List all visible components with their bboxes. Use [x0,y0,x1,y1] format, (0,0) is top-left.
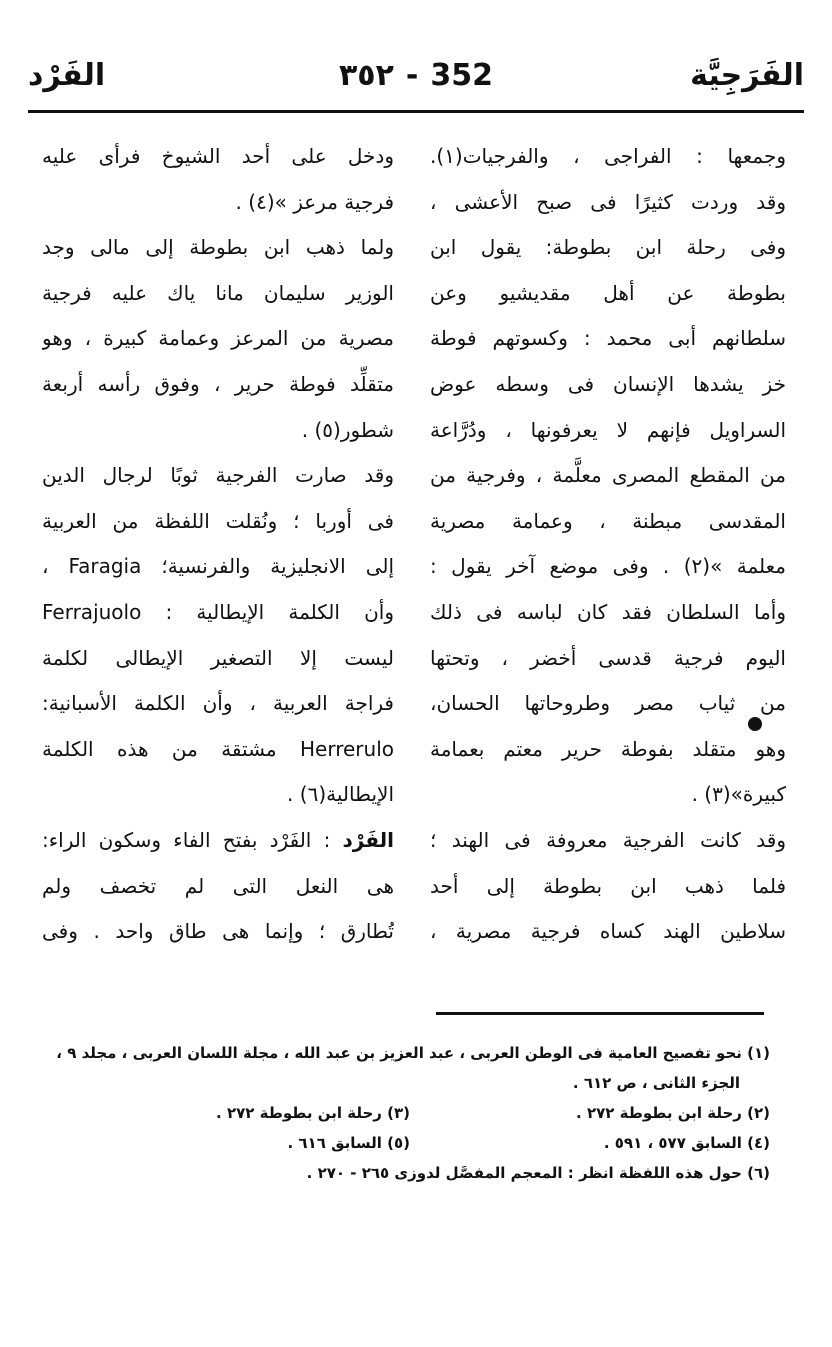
footnote-rule [436,1012,764,1015]
footnote-3: (٣) رحلة ابن بطوطة ٢٧٢ . [216,1104,410,1122]
footnote-6: (٦) حول هذه اللفظة انظر : المعجم المفصَّل لدوزى ٢٦٥ - ٢٧٠ . [306,1164,770,1182]
header-entry-left: الفَرْد [28,58,106,93]
running-header [28,46,804,106]
page-number-arabic: ٣٥٢ [338,58,394,93]
text-line: ولما ذهب ابن بطوطة إلى مالى وجد [42,235,394,260]
text-line: وأن الكلمة الإيطالية : Ferrajuolo [42,599,394,624]
text-line: وهو متقلد بفوطة حرير معتم بعمامة [430,736,786,761]
header-entry-right: الفَرَجِيَّة [690,58,804,93]
entry-headword-line: الفَرْد : الفَرْد بفتح الفاء وسكون الراء: [42,827,394,852]
footnote-2: (٢) رحلة ابن بطوطة ٢٧٢ . [576,1104,770,1122]
text-line: معلمة »(٢) . وفى موضع آخر يقول : [430,554,786,579]
footnote-1-continued: الجزء الثانى ، ص ٦١٢ . [572,1074,740,1092]
text-line: من المقطع المصرى معلَّمة ، وفرجية من [430,463,786,488]
text-line: ليست إلا التصغير الإيطالى لكلمة [42,645,394,670]
text-line: فلما ذهب ابن بطوطة إلى أحد [430,873,786,898]
text-line: اليوم فرجية قدسى أخضر ، وتحتها [430,645,786,670]
footnote-row [40,1098,770,1128]
text-line: وفى رحلة ابن بطوطة: يقول ابن [430,235,786,260]
text-line: سلطانهم أبى محمد : وكسوتهم فوطة [430,326,786,351]
text-line: تُطارق ؛ وإنما هى طاق واحد . وفى [42,919,394,944]
text-line: خز يشدها الإنسان فى وسطه عوض [430,371,786,396]
text-line: هى النعل التى لم تخصف ولم [42,873,394,898]
right-column [430,134,786,955]
header-rule [28,110,804,113]
text-line: متقلِّد فوطة حرير ، وفوق رأسه أربعة [42,371,394,396]
text-line: سلاطين الهند كساه فرجية مصرية ، [430,919,786,944]
text-line: الوزير سليمان مانا ياك عليه فرجية [42,280,394,305]
footnote-4: (٤) السابق ٥٧٧ ، ٥٩١ . [603,1134,770,1152]
page-number [28,58,804,93]
footnotes [40,1038,770,1188]
text-line: وقد وردت كثيرًا فى صبح الأعشى ، [430,189,786,214]
text-line: فى أوربا ؛ ونُقلت اللفظة من العربية [42,508,394,533]
page-number-latin: 352 [430,58,493,93]
text-line: كبيرة»(٣) . [691,782,786,807]
footnote-1: (١) نحو تفصيح العامية فى الوطن العربى ، عبد العزيز بن عبد الله ، مجلة اللسان العربى ، مجلد ٩ ، [56,1044,770,1062]
footnote-5: (٥) السابق ٦١٦ . [287,1134,410,1152]
text-line: فرجية مرعز »(٤) . [235,189,394,214]
text-line: وجمعها : الفراجى ، والفرجيات(١). [430,144,786,168]
text-line: السراويل فإنهم لا يعرفونها ، ودُرَّاعة [430,417,786,442]
text-line: من ثياب مصر وطروحاتها الحسان، [430,691,786,716]
text-line: فراجة العربية ، وأن الكلمة الأسبانية: [42,691,394,716]
text-line: وقد صارت الفرجية ثوبًا لرجال الدين [42,463,394,488]
text-line: Herrerulo مشتقة من هذه الكلمة [42,736,394,761]
text-line: إلى الانجليزية والفرنسية؛ Faragia ، [42,554,394,579]
text-line: وأما السلطان فقد كان لباسه فى ذلك [430,599,786,624]
text-line: المقدسى مبطنة ، وعمامة مصرية [430,508,786,533]
footnote-row [40,1128,770,1158]
entry-headword: الفَرْد [342,827,394,852]
text-line: بطوطة عن أهل مقديشيو وعن [430,280,786,305]
text-line: مصرية من المرعز وعمامة كبيرة ، وهو [42,326,394,351]
text-line: وقد كانت الفرجية معروفة فى الهند ؛ [430,827,786,852]
text-line: ودخل على أحد الشيوخ فرأى عليه [42,144,394,168]
left-column [42,134,394,955]
text-line: الإيطالية(٦) . [287,782,394,807]
margin-bullet-mark [748,717,762,731]
page-number-separator: - [405,58,419,93]
text-line: شطور(٥) . [301,417,394,442]
